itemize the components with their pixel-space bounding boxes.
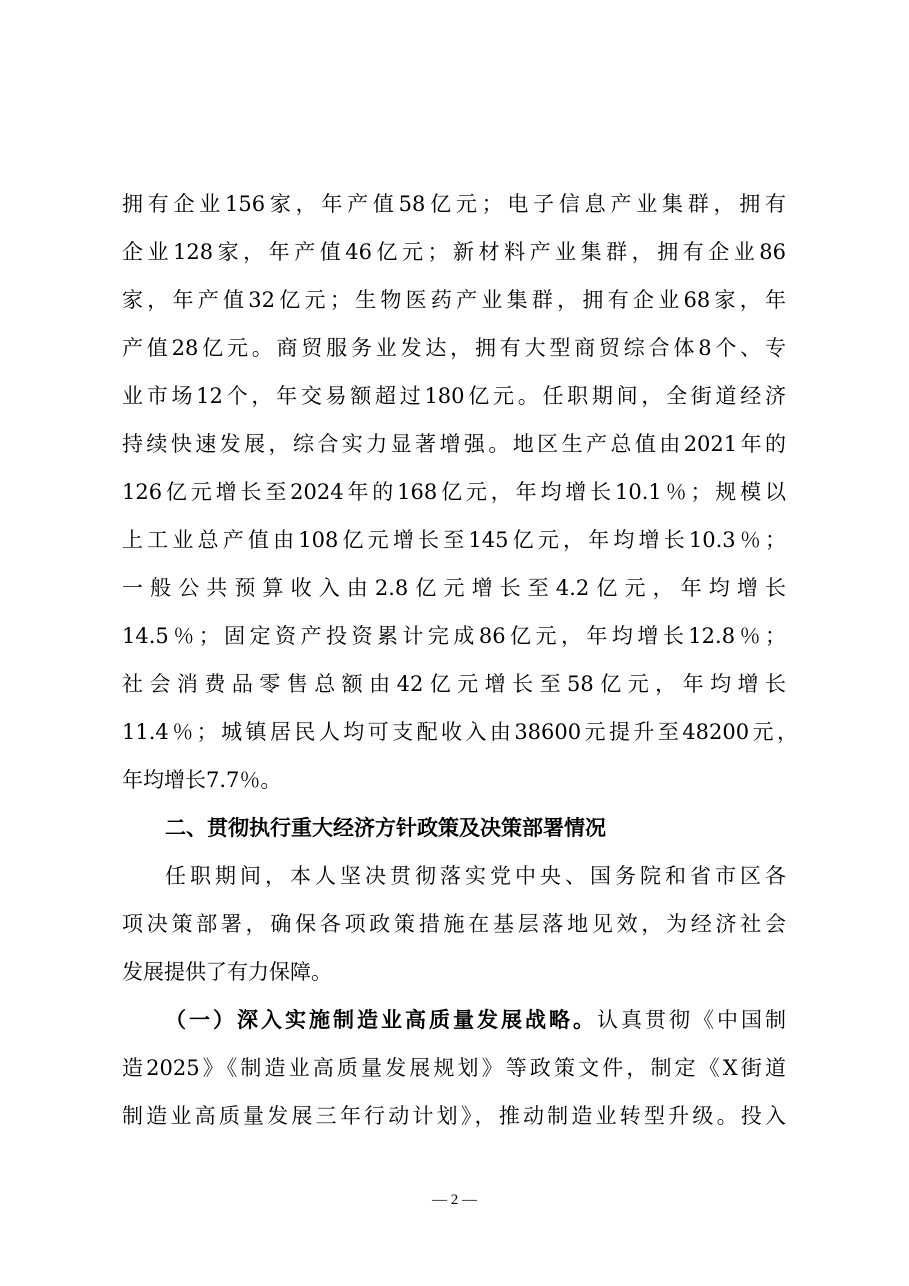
body-line: 126亿元增长至2024年的168亿元，年均增长10.1％；规模以 <box>122 480 786 504</box>
body-line: 上工业总产值由108亿元增长至145亿元，年均增长10.3％； <box>122 528 786 552</box>
body-line: 家，年产值32亿元；生物医药产业集群，拥有企业68家，年 <box>122 288 786 312</box>
body-line: 产值28亿元。商贸服务业发达，拥有大型商贸综合体8个、专 <box>122 336 786 360</box>
body-line: 年均增长7.7％。 <box>122 768 282 792</box>
body-line: 制造业高质量发展三年行动计划》，推动制造业转型升级。投入 <box>122 1104 786 1128</box>
subsection-first-line <box>165 1005 786 1035</box>
body-line: 11.4％；城镇居民人均可支配收入由38600元提升至48200元， <box>122 720 798 744</box>
body-line: 业市场12个，年交易额超过180亿元。任职期间，全街道经济 <box>122 384 786 408</box>
body-line: 企业128家，年产值46亿元；新材料产业集群，拥有企业86 <box>122 240 786 264</box>
subsection-text: 认真贯彻《中国制 <box>597 1008 786 1032</box>
body-line: 一般公共预算收入由2.8亿元增长至4.2亿元，年均增长 <box>122 576 786 600</box>
section-heading: 二、贯彻执行重大经济方针政策及决策部署情况 <box>165 815 606 840</box>
body-line: 任职期间，本人坚决贯彻落实党中央、国务院和省市区各 <box>165 864 786 888</box>
subsection-title: （一）深入实施制造业高质量发展战略。 <box>165 1007 597 1032</box>
body-line: 社会消费品零售总额由42亿元增长至58亿元，年均增长 <box>122 672 786 696</box>
body-line: 14.5％；固定资产投资累计完成86亿元，年均增长12.8％； <box>122 624 786 648</box>
body-line: 项决策部署，确保各项政策措施在基层落地见效，为经济社会 <box>122 912 786 936</box>
body-line: 发展提供了有力保障。 <box>122 960 332 984</box>
page-number: — 2 — <box>432 1192 477 1208</box>
body-line: 持续快速发展，综合实力显著增强。地区生产总值由2021年的 <box>122 432 786 456</box>
body-line: 造2025》《制造业高质量发展规划》等政策文件，制定《X街道 <box>122 1056 786 1080</box>
body-line: 拥有企业156家，年产值58亿元；电子信息产业集群，拥有 <box>122 192 786 216</box>
